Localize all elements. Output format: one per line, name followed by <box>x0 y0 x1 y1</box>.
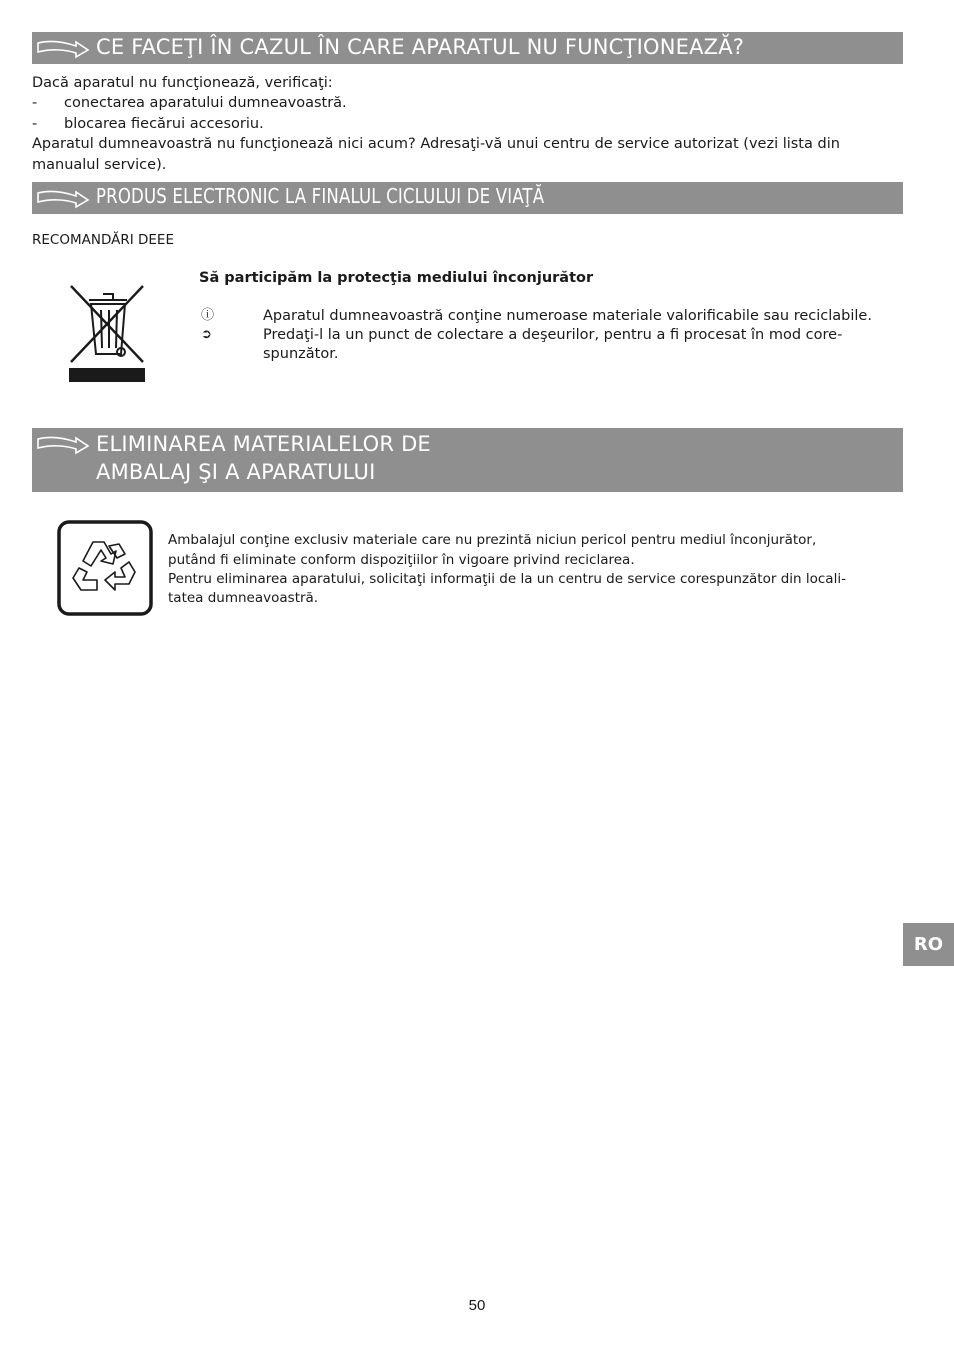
disposal-text-line: putând fi eliminate conform dispoziţiilor în vigoare privind reciclarea. <box>168 552 635 568</box>
section-title: CE FACEŢI ÎN CAZUL ÎN CARE APARATUL NU FUNCŢIONEAZĂ? <box>96 35 745 59</box>
list-item-dash: - <box>32 95 38 111</box>
arrow-icon <box>36 38 90 60</box>
disposal-text-line: Ambalajul conţine exclusiv materiale care nu prezintă niciun pericol pentru mediul înconjurător, <box>168 532 817 548</box>
weee-item-continuation: spunzător. <box>263 346 339 362</box>
section-title-line: AMBALAJ ŞI A APARATULUI <box>96 460 376 484</box>
disposal-text-line: tatea dumneavoastră. <box>168 590 319 606</box>
info-icon: ⓘ <box>201 308 215 323</box>
weee-item: Predaţi-l la un punct de colectare a deşeurilor, pentru a fi procesat în mod core- <box>263 327 843 343</box>
section-header-disposal <box>32 428 903 492</box>
section-title <box>96 430 596 486</box>
troubleshooting-outro: manualul service). <box>32 157 167 173</box>
section-title-line: ELIMINAREA MATERIALELOR DE <box>96 432 431 456</box>
crossed-out-wheelie-bin-icon <box>67 282 147 384</box>
list-item-dash: - <box>32 116 38 132</box>
troubleshooting-intro: Dacă aparatul nu funcţionează, verificaţi: <box>32 75 333 91</box>
section-header-troubleshooting <box>32 32 903 64</box>
section-title: PRODUS ELECTRONIC LA FINALUL CICLULUI DE VIAŢĂ <box>96 184 545 208</box>
page-number: 50 <box>468 1297 486 1314</box>
weee-heading: Să participăm la protecţia mediului înconjurător <box>199 270 594 286</box>
list-item: blocarea fiecărui accesoriu. <box>64 116 264 132</box>
weee-item: Aparatul dumneavoastră conţine numeroase materiale valorificabile sau reciclabile. <box>263 308 872 324</box>
recycle-icon <box>57 520 153 616</box>
arrow-right-icon: ➲ <box>201 327 212 342</box>
disposal-text-line: Pentru eliminarea aparatului, solicitaţi informaţii de la un centru de service corespunzător din locali- <box>168 571 846 587</box>
arrow-icon <box>36 188 90 210</box>
section-header-weee <box>32 182 903 214</box>
language-tab: RO <box>903 923 954 966</box>
troubleshooting-outro: Aparatul dumneavoastră nu funcţionează nici acum? Adresaţi-vă unui centru de service autorizat (vezi lista din <box>32 136 840 152</box>
arrow-icon <box>36 434 90 456</box>
list-item: conectarea aparatului dumneavoastră. <box>64 95 347 111</box>
weee-label: RECOMANDĂRI DEEE <box>32 232 174 248</box>
